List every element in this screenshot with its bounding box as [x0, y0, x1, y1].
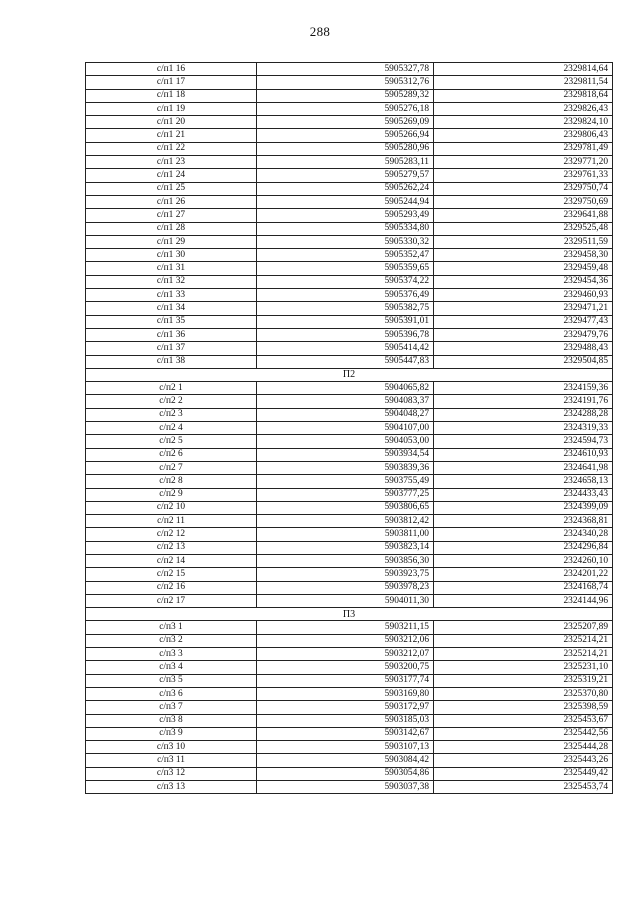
table-row — [86, 222, 613, 235]
table-row — [86, 235, 613, 248]
y-coordinate-cell: 2329477,43 — [434, 315, 613, 328]
point-id-cell: с/п1 31 — [86, 262, 257, 275]
x-coordinate-cell: 5905396,78 — [257, 328, 434, 341]
table-row — [86, 528, 613, 541]
point-id-cell: с/п1 37 — [86, 342, 257, 355]
point-id-cell: с/п1 36 — [86, 328, 257, 341]
table-row — [86, 76, 613, 89]
y-coordinate-cell: 2325207,89 — [434, 621, 613, 634]
table-row — [86, 701, 613, 714]
point-id-cell: с/п2 2 — [86, 395, 257, 408]
point-id-cell: с/п2 11 — [86, 515, 257, 528]
point-id-cell: с/п1 38 — [86, 355, 257, 368]
point-id-cell: с/п2 3 — [86, 408, 257, 421]
table-row — [86, 342, 613, 355]
x-coordinate-cell: 5903823,14 — [257, 541, 434, 554]
x-coordinate-cell: 5905279,57 — [257, 169, 434, 182]
table-row — [86, 754, 613, 767]
y-coordinate-cell: 2329458,30 — [434, 249, 613, 262]
x-coordinate-cell: 5903978,23 — [257, 581, 434, 594]
y-coordinate-cell: 2329525,48 — [434, 222, 613, 235]
table-row — [86, 102, 613, 115]
point-id-cell: с/п1 28 — [86, 222, 257, 235]
x-coordinate-cell: 5903923,75 — [257, 568, 434, 581]
y-coordinate-cell: 2325214,21 — [434, 634, 613, 647]
x-coordinate-cell: 5904053,00 — [257, 435, 434, 448]
y-coordinate-cell: 2324201,22 — [434, 568, 613, 581]
x-coordinate-cell: 5905289,32 — [257, 89, 434, 102]
table-row — [86, 129, 613, 142]
table-row — [86, 422, 613, 435]
x-coordinate-cell: 5905312,76 — [257, 76, 434, 89]
point-id-cell: с/п3 13 — [86, 781, 257, 794]
table-row — [86, 116, 613, 129]
table-row — [86, 169, 613, 182]
table-row — [86, 209, 613, 222]
y-coordinate-cell: 2329818,64 — [434, 89, 613, 102]
y-coordinate-cell: 2324658,13 — [434, 475, 613, 488]
y-coordinate-cell: 2324191,76 — [434, 395, 613, 408]
table-row — [86, 475, 613, 488]
y-coordinate-cell: 2324260,10 — [434, 554, 613, 567]
table-row — [86, 687, 613, 700]
x-coordinate-cell: 5903054,86 — [257, 767, 434, 780]
y-coordinate-cell: 2325231,10 — [434, 661, 613, 674]
point-id-cell: с/п1 16 — [86, 63, 257, 76]
y-coordinate-cell: 2325319,21 — [434, 674, 613, 687]
y-coordinate-cell: 2329811,54 — [434, 76, 613, 89]
table-row — [86, 262, 613, 275]
x-coordinate-cell: 5903755,49 — [257, 475, 434, 488]
point-id-cell: с/п1 21 — [86, 129, 257, 142]
x-coordinate-cell: 5904107,00 — [257, 422, 434, 435]
table-row — [86, 568, 613, 581]
x-coordinate-cell: 5904065,82 — [257, 382, 434, 395]
point-id-cell: с/п1 23 — [86, 156, 257, 169]
x-coordinate-cell: 5903856,30 — [257, 554, 434, 567]
y-coordinate-cell: 2329471,21 — [434, 302, 613, 315]
y-coordinate-cell: 2329781,49 — [434, 142, 613, 155]
x-coordinate-cell: 5903107,13 — [257, 741, 434, 754]
table-row — [86, 182, 613, 195]
y-coordinate-cell: 2329750,69 — [434, 195, 613, 208]
y-coordinate-cell: 2329488,43 — [434, 342, 613, 355]
x-coordinate-cell: 5903177,74 — [257, 674, 434, 687]
table-row — [86, 382, 613, 395]
point-id-cell: с/п3 8 — [86, 714, 257, 727]
table-row — [86, 355, 613, 368]
table-row — [86, 714, 613, 727]
x-coordinate-cell: 5905262,24 — [257, 182, 434, 195]
y-coordinate-cell: 2329479,76 — [434, 328, 613, 341]
table-row — [86, 621, 613, 634]
y-coordinate-cell: 2329641,88 — [434, 209, 613, 222]
point-id-cell: с/п2 9 — [86, 488, 257, 501]
x-coordinate-cell: 5903811,00 — [257, 528, 434, 541]
y-coordinate-cell: 2324433,43 — [434, 488, 613, 501]
x-coordinate-cell: 5905374,22 — [257, 275, 434, 288]
table-row — [86, 767, 613, 780]
y-coordinate-cell: 2325453,67 — [434, 714, 613, 727]
y-coordinate-cell: 2329460,93 — [434, 289, 613, 302]
x-coordinate-cell: 5905414,42 — [257, 342, 434, 355]
y-coordinate-cell: 2325370,80 — [434, 687, 613, 700]
y-coordinate-cell: 2325444,28 — [434, 741, 613, 754]
table-row — [86, 634, 613, 647]
y-coordinate-cell: 2324641,98 — [434, 461, 613, 474]
point-id-cell: с/п2 10 — [86, 501, 257, 514]
y-coordinate-cell: 2325442,56 — [434, 727, 613, 740]
point-id-cell: с/п2 14 — [86, 554, 257, 567]
point-id-cell: с/п2 13 — [86, 541, 257, 554]
x-coordinate-cell: 5905244,94 — [257, 195, 434, 208]
x-coordinate-cell: 5905391,01 — [257, 315, 434, 328]
point-id-cell: с/п1 26 — [86, 195, 257, 208]
point-id-cell: с/п2 6 — [86, 448, 257, 461]
x-coordinate-cell: 5905327,78 — [257, 63, 434, 76]
point-id-cell: с/п3 10 — [86, 741, 257, 754]
page-number: 288 — [309, 24, 331, 39]
x-coordinate-cell: 5903169,80 — [257, 687, 434, 700]
x-coordinate-cell: 5905280,96 — [257, 142, 434, 155]
table-row — [86, 435, 613, 448]
x-coordinate-cell: 5903142,67 — [257, 727, 434, 740]
y-coordinate-cell: 2325443,26 — [434, 754, 613, 767]
x-coordinate-cell: 5903777,25 — [257, 488, 434, 501]
table-row — [86, 448, 613, 461]
y-coordinate-cell: 2329814,64 — [434, 63, 613, 76]
x-coordinate-cell: 5903037,38 — [257, 781, 434, 794]
table-row — [86, 594, 613, 607]
coordinates-table — [85, 62, 613, 794]
y-coordinate-cell: 2325398,59 — [434, 701, 613, 714]
table-row — [86, 554, 613, 567]
point-id-cell: с/п3 2 — [86, 634, 257, 647]
y-coordinate-cell: 2329504,85 — [434, 355, 613, 368]
y-coordinate-cell: 2329459,48 — [434, 262, 613, 275]
y-coordinate-cell: 2324144,96 — [434, 594, 613, 607]
point-id-cell: с/п1 35 — [86, 315, 257, 328]
point-id-cell: с/п2 8 — [86, 475, 257, 488]
point-id-cell: с/п3 12 — [86, 767, 257, 780]
x-coordinate-cell: 5905269,09 — [257, 116, 434, 129]
y-coordinate-cell: 2329826,43 — [434, 102, 613, 115]
point-id-cell: с/п1 30 — [86, 249, 257, 262]
point-id-cell: с/п2 4 — [86, 422, 257, 435]
point-id-cell: с/п3 6 — [86, 687, 257, 700]
table-row — [86, 461, 613, 474]
point-id-cell: с/п1 29 — [86, 235, 257, 248]
table-row — [86, 541, 613, 554]
point-id-cell: с/п3 3 — [86, 648, 257, 661]
point-id-cell: с/п3 9 — [86, 727, 257, 740]
table-row — [86, 581, 613, 594]
point-id-cell: с/п1 33 — [86, 289, 257, 302]
table-row — [86, 741, 613, 754]
x-coordinate-cell: 5903812,42 — [257, 515, 434, 528]
point-id-cell: с/п1 34 — [86, 302, 257, 315]
coordinates-table-body — [86, 63, 613, 794]
point-id-cell: с/п1 24 — [86, 169, 257, 182]
y-coordinate-cell: 2324288,28 — [434, 408, 613, 421]
table-row — [86, 661, 613, 674]
y-coordinate-cell: 2324594,73 — [434, 435, 613, 448]
y-coordinate-cell: 2329771,20 — [434, 156, 613, 169]
x-coordinate-cell: 5903839,36 — [257, 461, 434, 474]
x-coordinate-cell: 5903212,07 — [257, 648, 434, 661]
y-coordinate-cell: 2329454,36 — [434, 275, 613, 288]
y-coordinate-cell: 2325453,74 — [434, 781, 613, 794]
table-row — [86, 408, 613, 421]
y-coordinate-cell: 2325449,42 — [434, 767, 613, 780]
point-id-cell: с/п1 27 — [86, 209, 257, 222]
x-coordinate-cell: 5905276,18 — [257, 102, 434, 115]
point-id-cell: с/п2 16 — [86, 581, 257, 594]
table-row — [86, 142, 613, 155]
x-coordinate-cell: 5903084,42 — [257, 754, 434, 767]
y-coordinate-cell: 2324159,36 — [434, 382, 613, 395]
point-id-cell: с/п2 1 — [86, 382, 257, 395]
x-coordinate-cell: 5905376,49 — [257, 289, 434, 302]
y-coordinate-cell: 2324168,74 — [434, 581, 613, 594]
table-row — [86, 195, 613, 208]
y-coordinate-cell: 2324610,93 — [434, 448, 613, 461]
table-row — [86, 727, 613, 740]
table-row — [86, 395, 613, 408]
point-id-cell: с/п3 5 — [86, 674, 257, 687]
y-coordinate-cell: 2324399,09 — [434, 501, 613, 514]
table-row — [86, 249, 613, 262]
y-coordinate-cell: 2329824,10 — [434, 116, 613, 129]
table-row — [86, 515, 613, 528]
x-coordinate-cell: 5904011,30 — [257, 594, 434, 607]
section-label: П3 — [86, 608, 613, 621]
x-coordinate-cell: 5903934,54 — [257, 448, 434, 461]
y-coordinate-cell: 2325214,21 — [434, 648, 613, 661]
y-coordinate-cell: 2329511,59 — [434, 235, 613, 248]
point-id-cell: с/п3 1 — [86, 621, 257, 634]
x-coordinate-cell: 5903172,97 — [257, 701, 434, 714]
point-id-cell: с/п1 20 — [86, 116, 257, 129]
y-coordinate-cell: 2329761,33 — [434, 169, 613, 182]
table-row — [86, 501, 613, 514]
x-coordinate-cell: 5905266,94 — [257, 129, 434, 142]
point-id-cell: с/п3 7 — [86, 701, 257, 714]
point-id-cell: с/п3 11 — [86, 754, 257, 767]
x-coordinate-cell: 5905359,65 — [257, 262, 434, 275]
table-row — [86, 648, 613, 661]
x-coordinate-cell: 5903211,15 — [257, 621, 434, 634]
table-row — [86, 63, 613, 76]
x-coordinate-cell: 5905283,11 — [257, 156, 434, 169]
point-id-cell: с/п2 7 — [86, 461, 257, 474]
y-coordinate-cell: 2329750,74 — [434, 182, 613, 195]
x-coordinate-cell: 5904048,27 — [257, 408, 434, 421]
point-id-cell: с/п1 32 — [86, 275, 257, 288]
x-coordinate-cell: 5905352,47 — [257, 249, 434, 262]
table-row — [86, 289, 613, 302]
x-coordinate-cell: 5905330,32 — [257, 235, 434, 248]
y-coordinate-cell: 2324319,33 — [434, 422, 613, 435]
point-id-cell: с/п1 17 — [86, 76, 257, 89]
x-coordinate-cell: 5903212,06 — [257, 634, 434, 647]
y-coordinate-cell: 2324296,84 — [434, 541, 613, 554]
table-row — [86, 275, 613, 288]
y-coordinate-cell: 2324340,28 — [434, 528, 613, 541]
point-id-cell: с/п1 19 — [86, 102, 257, 115]
table-row — [86, 328, 613, 341]
point-id-cell: с/п1 18 — [86, 89, 257, 102]
x-coordinate-cell: 5905447,83 — [257, 355, 434, 368]
table-row — [86, 156, 613, 169]
y-coordinate-cell: 2329806,43 — [434, 129, 613, 142]
table-row — [86, 488, 613, 501]
point-id-cell: с/п1 22 — [86, 142, 257, 155]
x-coordinate-cell: 5903200,75 — [257, 661, 434, 674]
point-id-cell: с/п2 15 — [86, 568, 257, 581]
point-id-cell: с/п2 17 — [86, 594, 257, 607]
x-coordinate-cell: 5905334,80 — [257, 222, 434, 235]
table-row — [86, 674, 613, 687]
point-id-cell: с/п1 25 — [86, 182, 257, 195]
x-coordinate-cell: 5905293,49 — [257, 209, 434, 222]
point-id-cell: с/п2 5 — [86, 435, 257, 448]
x-coordinate-cell: 5903806,65 — [257, 501, 434, 514]
section-label: П2 — [86, 368, 613, 381]
x-coordinate-cell: 5905382,75 — [257, 302, 434, 315]
table-row — [86, 781, 613, 794]
point-id-cell: с/п3 4 — [86, 661, 257, 674]
y-coordinate-cell: 2324368,81 — [434, 515, 613, 528]
point-id-cell: с/п2 12 — [86, 528, 257, 541]
table-row — [86, 302, 613, 315]
x-coordinate-cell: 5904083,37 — [257, 395, 434, 408]
table-row — [86, 315, 613, 328]
table-row — [86, 89, 613, 102]
section-header-row — [86, 608, 613, 621]
section-header-row — [86, 368, 613, 381]
x-coordinate-cell: 5903185,03 — [257, 714, 434, 727]
